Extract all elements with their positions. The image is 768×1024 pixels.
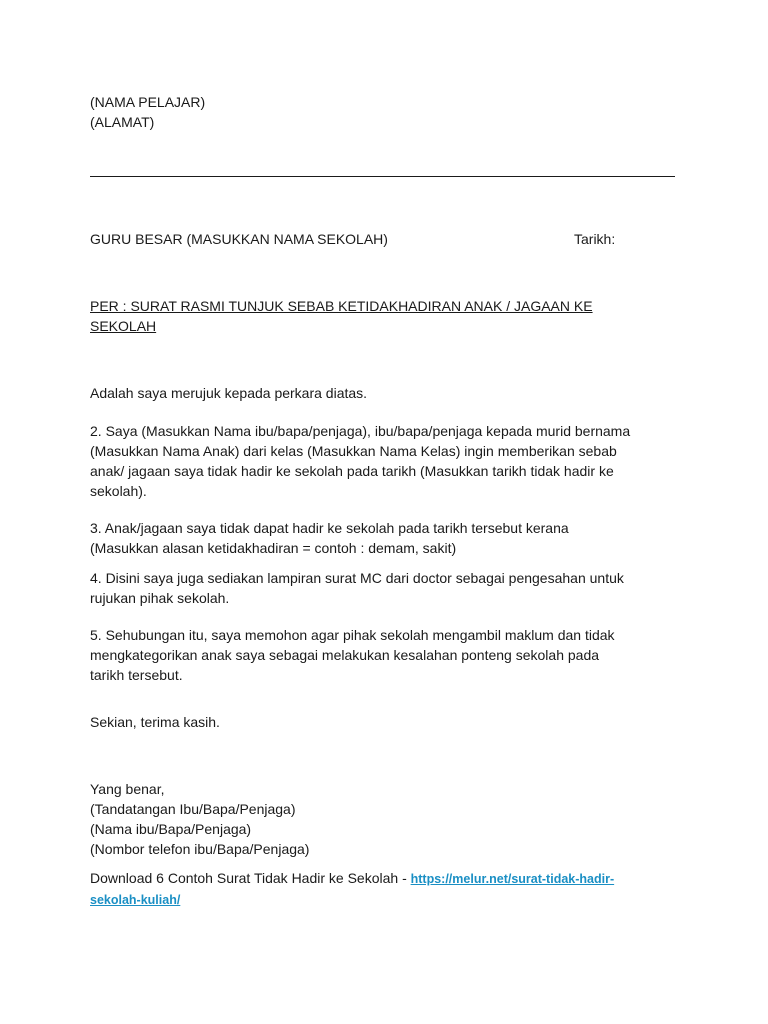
signer-name: (Nama ibu/Bapa/Penjaga): [90, 821, 252, 837]
opening-text: Adalah saya merujuk kepada perkara diatas.: [90, 385, 368, 401]
p5-line: 5. Sehubungan itu, saya memohon agar pihak sekolah mengambil maklum dan tidak: [90, 627, 615, 643]
separator-line: [90, 176, 675, 177]
sender-name: (NAMA PELAJAR): [90, 94, 206, 110]
subject-block: [90, 296, 690, 336]
download-link[interactable]: https://melur.net/surat-tidak-hadir-: [410, 872, 615, 886]
salutation: Yang benar,: [90, 781, 165, 797]
closing-paragraph: [90, 712, 690, 732]
p5-line: mengkategorikan anak saya sebagai melakukan kesalahan ponteng sekolah pada: [90, 647, 600, 663]
p4-line: 4. Disini saya juga sediakan lampiran surat MC dari doctor sebagai pengesahan untuk: [90, 570, 624, 586]
recipient: GURU BESAR (MASUKKAN NAMA SEKOLAH): [90, 231, 388, 247]
subject-line-1: PER : SURAT RASMI TUNJUK SEBAB KETIDAKHADIRAN ANAK / JAGAAN KE: [90, 298, 593, 314]
paragraph-3: [90, 518, 690, 558]
p4-line: rujukan pihak sekolah.: [90, 590, 230, 606]
paragraph-4: [90, 568, 690, 608]
sender-block: [90, 92, 690, 132]
closing-text: Sekian, terima kasih.: [90, 714, 220, 730]
p2-line: anak/ jagaan saya tidak hadir ke sekolah pada tarikh (Masukkan tarikh tidak hadir ke: [90, 463, 614, 479]
download-text: Download 6 Contoh Surat Tidak Hadir ke Sekolah -: [90, 870, 411, 886]
p2-line: (Masukkan Nama Anak) dari kelas (Masukkan Nama Kelas) ingin memberikan sebab: [90, 443, 617, 459]
p3-line: (Masukkan alasan ketidakhadiran = contoh : demam, sakit): [90, 540, 457, 556]
signature-placeholder: (Tandatangan Ibu/Bapa/Penjaga): [90, 801, 296, 817]
p2-line: sekolah).: [90, 483, 147, 499]
opening-paragraph: [90, 383, 690, 403]
subject-line-2: SEKOLAH: [90, 318, 157, 334]
paragraph-2: [90, 421, 690, 501]
paragraph-5: [90, 625, 690, 685]
signer-phone: (Nombor telefon ibu/Bapa/Penjaga): [90, 841, 310, 857]
p2-line: 2. Saya (Masukkan Nama ibu/bapa/penjaga), ibu/bapa/penjaga kepada murid bernama: [90, 423, 631, 439]
p5-line: tarikh tersebut.: [90, 667, 183, 683]
sender-address: (ALAMAT): [90, 114, 155, 130]
signature-block: [90, 779, 690, 859]
download-block: [90, 868, 690, 910]
date-label: Tarikh:: [574, 231, 616, 247]
p3-line: 3. Anak/jagaan saya tidak dapat hadir ke sekolah pada tarikh tersebut kerana: [90, 520, 569, 536]
download-link-continued[interactable]: sekolah-kuliah/: [90, 893, 181, 907]
